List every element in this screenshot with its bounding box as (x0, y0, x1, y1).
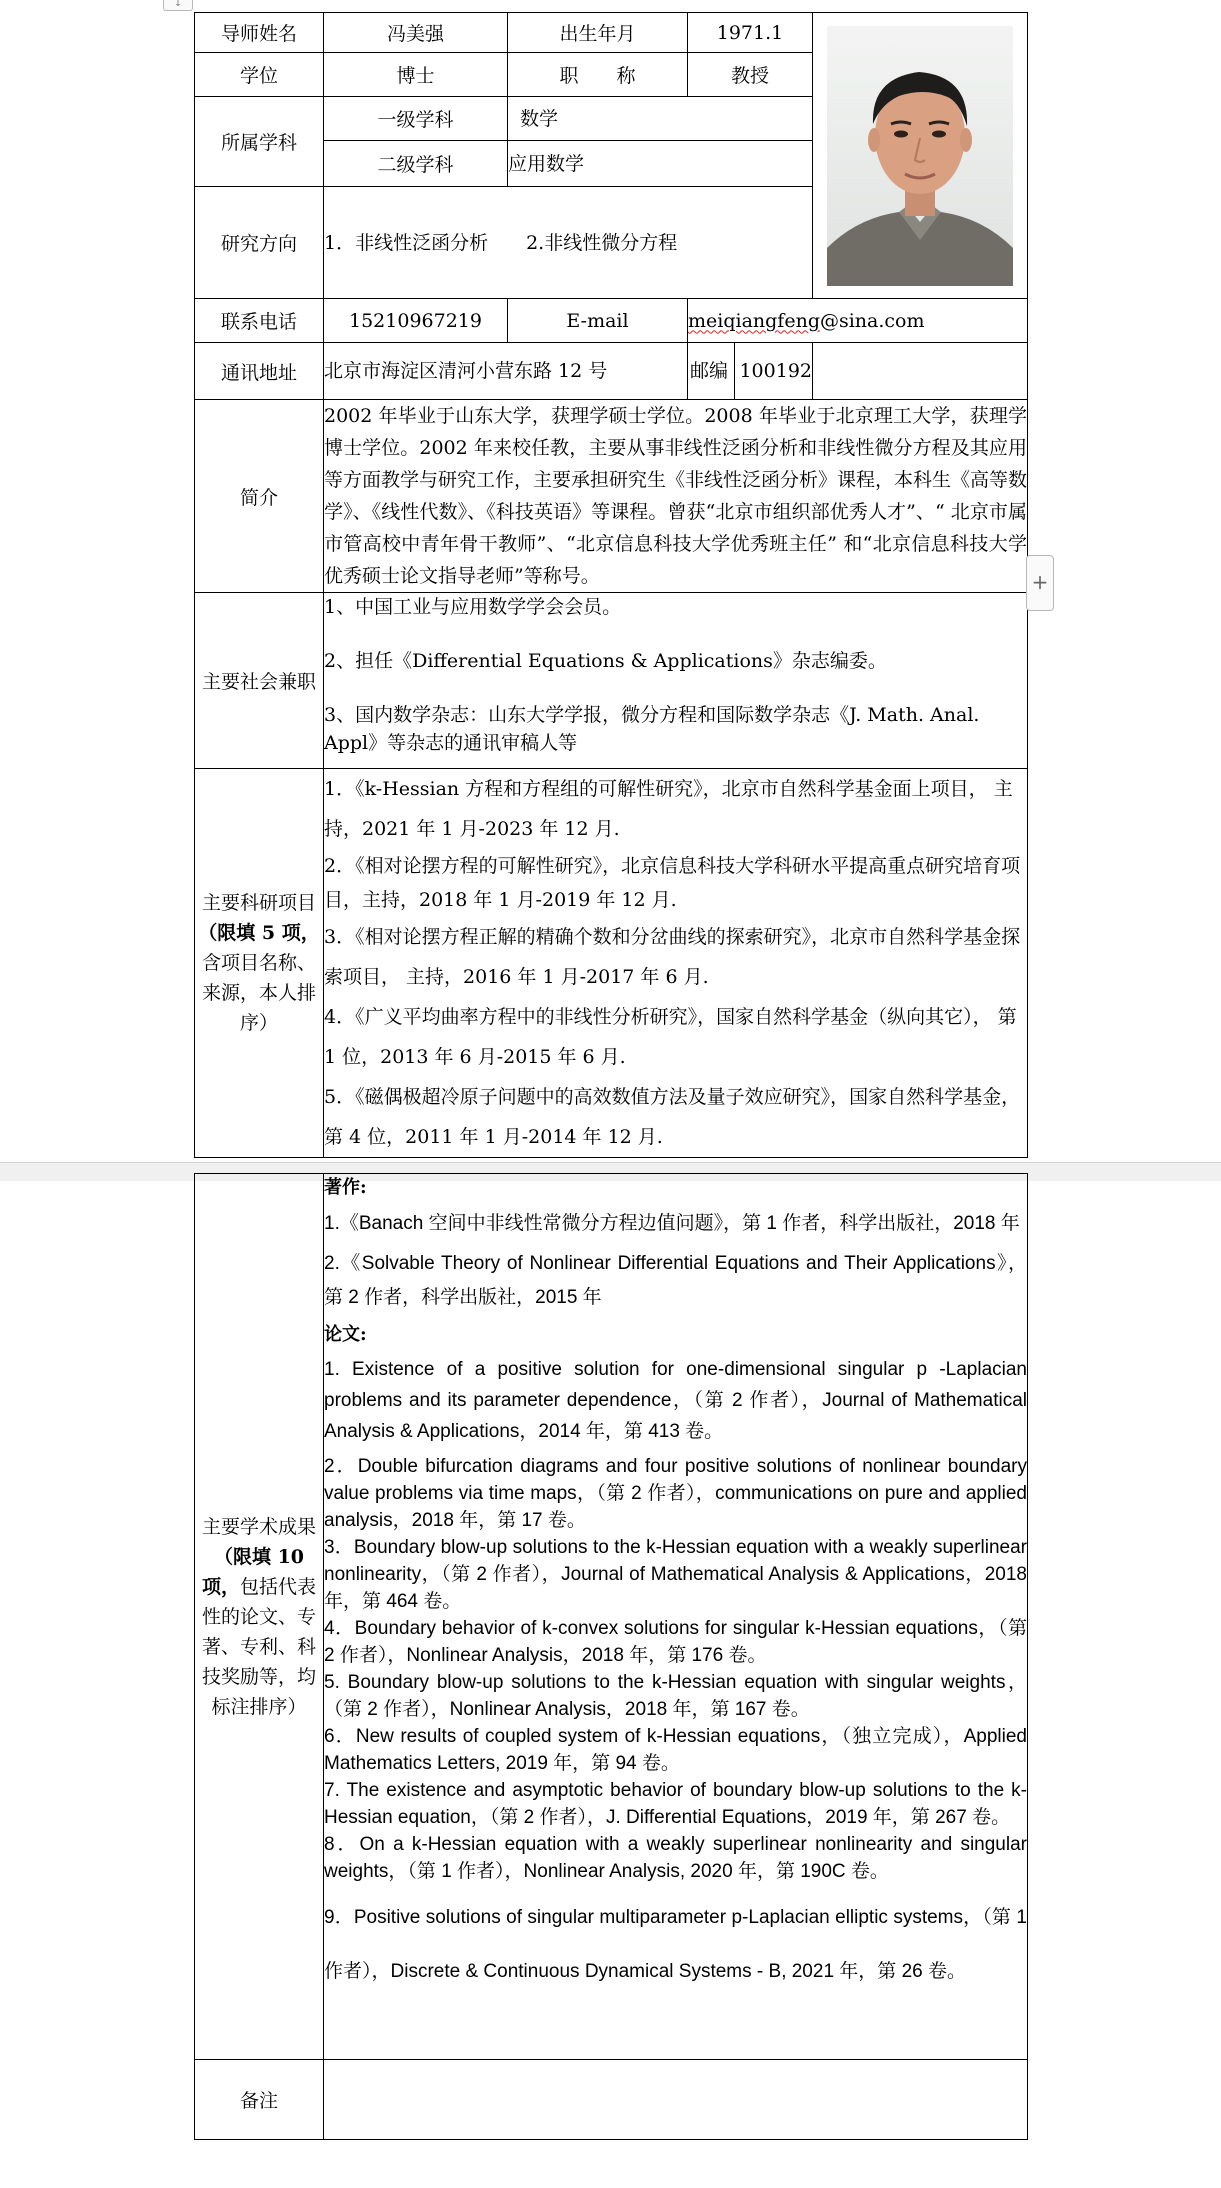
book-item: 1.《Banach 空间中非线性常微分方程边值问题》，第 1 作者，科学出版社，2018 年 (324, 1213, 1020, 1234)
paper-item: 5. Boundary blow-up solutions to the k-Hessian equation with singular weights，（第 2 作者），Nonlinear Analysis，2018 年，第 167 卷。 (324, 1672, 1027, 1720)
birth-value[interactable]: 1971.1 (688, 13, 813, 53)
intro-text[interactable]: 2002 年毕业于山东大学，获理学硕士学位。2008 年毕业于北京理工大学，获理学博士学位。2002 年来校任教，主要从事非线性泛函分析和非线性微分方程及其应用等方面教学与研究工作，主要承担研究生《非线性泛函分析》课程，本科生《高等数学》、《线性代数》、《科技英语》等课程。曾获“北京市组织部优秀人才”、“ 北京市属市管高校中青年骨干教师”、“北京信息科技大学优秀班主任” 和“北京信息科技大学优秀硕士论文指导老师”等称号。 (324, 400, 1028, 593)
social-label: 主要社会兼职 (195, 593, 324, 769)
paper-item: 2．Double bifurcation diagrams and four positive solutions of nonlinear boundary value problems via time maps，（第 2 作者），communications on pure and applied analysis，2018 年，第 17 卷。 (324, 1456, 1027, 1531)
email-label: E-mail (508, 299, 688, 343)
secondary-discipline-label: 二级学科 (324, 141, 508, 187)
title-label: 职 称 (508, 53, 688, 97)
remarks-label: 备注 (195, 2060, 324, 2140)
remarks-value[interactable] (324, 2060, 1028, 2140)
paper-item: 8．On a k-Hessian equation with a weakly superlinear nonlinearity and singular weights，（第 1 作者），Nonlinear Analysis, 2020 年，第 190C 卷。 (324, 1834, 1027, 1882)
project-item: 2．《相对论摆方程的可解性研究》，北京信息科技大学科研水平提高重点研究培育项目，主持，2018 年 1 月-2019 年 12 月. (324, 855, 1021, 911)
address-value[interactable]: 北京市海淀区清河小营东路 12 号 (324, 343, 688, 400)
achievements-content[interactable] (324, 1174, 1028, 2060)
address-spacer (813, 343, 1028, 400)
portrait-photo (827, 26, 1013, 286)
intro-label: 简介 (195, 400, 324, 593)
birth-label: 出生年月 (508, 13, 688, 53)
project-item: 4．《广义平均曲率方程中的非线性分析研究》，国家自然科学基金（纵向其它）， 第 1 位，2013 年 6 月-2015 年 6 月. (324, 1006, 1017, 1068)
phone-label: 联系电话 (195, 299, 324, 343)
paper-item: 9．Positive solutions of singular multiparameter p-Laplacian elliptic systems，（第 1 作者），Discrete & Continuous Dynamical Systems - B, 2021 年，第 26 卷。 (324, 1907, 1027, 1982)
zip-value[interactable]: 100192 (739, 360, 812, 382)
discipline-label: 所属学科 (195, 97, 324, 187)
primary-discipline-value[interactable]: 数学 (508, 97, 813, 141)
research-label: 研究方向 (195, 187, 324, 299)
projects-label-title: 主要科研项目 (201, 892, 316, 914)
research-value[interactable]: 1．非线性泛函分析 2.非线性微分方程 (324, 187, 813, 299)
social-item: 2、担任《Differential Equations & Applications》杂志编委。 (324, 650, 887, 672)
paper-item: 3．Boundary blow-up solutions to the k-Hessian equation with a weakly superlinear nonlinearity，（第 2 作者），Journal of Mathematical Analysis & Applications，2018 年，第 464 卷。 (324, 1537, 1027, 1612)
project-item: 1．《k-Hessian 方程和方程组的可解性研究》，北京市自然科学基金面上项目， 主持，2021 年 1 月-2023 年 12 月. (324, 778, 1013, 840)
zip-label: 邮编 (688, 343, 735, 399)
achievements-label-title: 主要学术成果 (201, 1515, 316, 1538)
papers-heading: 论文: (324, 1324, 367, 1345)
email-user: meiqiangfeng (688, 309, 820, 332)
photo-cell (813, 13, 1028, 299)
projects-label-limit: （限填 5 项， (198, 922, 320, 944)
phone-value[interactable]: 15210967219 (324, 299, 508, 343)
projects-label-note: 含项目名称、来源，本人排序） (201, 952, 316, 1034)
projects-label (195, 769, 324, 1158)
title-value[interactable]: 教授 (688, 53, 813, 97)
name-label: 导师姓名 (195, 13, 324, 53)
email-domain: @sina.com (819, 309, 925, 332)
project-item: 3．《相对论摆方程正解的精确个数和分岔曲线的探索研究》，北京市自然科学基金探索项目， 主持，2016 年 1 月-2017 年 6 月. (324, 926, 1021, 988)
social-item: 3、国内数学杂志：山东大学学报，微分方程和国际数学杂志《J. Math. Anal. Appl》等杂志的通讯审稿人等 (324, 704, 980, 754)
primary-discipline-label: 一级学科 (324, 97, 508, 141)
add-row-button[interactable]: + (1026, 555, 1054, 611)
book-item: 2.《Solvable Theory of Nonlinear Differential Equations and Their Applications》，第 2 作者，科学出版社，2015 年 (324, 1253, 1027, 1308)
cv-table-page-2 (194, 1173, 1028, 2140)
social-content[interactable] (324, 593, 1028, 769)
achievements-label-note: 包括代表性的论文、专著、专利、科技奖励等，均标注排序） (201, 1575, 317, 1718)
degree-value[interactable]: 博士 (324, 53, 508, 97)
achievements-label (195, 1174, 324, 2060)
paper-item: 1. Existence of a positive solution for one-dimensional singular p -Laplacian problems and its parameter dependence，（第 2 作者），Journal of Mathematical Analysis & Applications，2014 年，第 413 卷。 (324, 1359, 1027, 1442)
email-value[interactable] (688, 299, 1028, 343)
paper-item: 7. The existence and asymptotic behavior of boundary blow-up solutions to the k-Hessian equation，（第 2 作者），J. Differential Equations，2019 年，第 267 卷。 (324, 1780, 1027, 1828)
project-item: 5．《磁偶极超冷原子问题中的高效数值方法及量子效应研究》，国家自然科学基金，第 4 位，2011 年 1 月-2014 年 12 月. (324, 1086, 1021, 1148)
degree-label: 学位 (195, 53, 324, 97)
secondary-discipline-value[interactable]: 应用数学 (508, 141, 813, 187)
cv-table-page-1 (194, 12, 1028, 1158)
paper-item: 4．Boundary behavior of k-convex solutions for singular k-Hessian equations，（第 2 作者），Nonlinear Analysis，2018 年，第 176 卷。 (324, 1618, 1027, 1666)
projects-content[interactable] (324, 769, 1028, 1158)
anchor-marker-icon[interactable]: ↓ (163, 0, 193, 11)
books-heading: 著作: (324, 1177, 367, 1198)
name-value[interactable]: 冯美强 (324, 13, 508, 53)
address-label: 通讯地址 (195, 343, 324, 400)
achievements-label-limit: （限填 10 项， (201, 1545, 305, 1598)
social-item: 1、中国工业与应用数学学会会员。 (324, 596, 622, 618)
paper-item: 6．New results of coupled system of k-Hessian equations，（独立完成），Applied Mathematics Letters, 2019 年，第 94 卷。 (324, 1726, 1027, 1774)
